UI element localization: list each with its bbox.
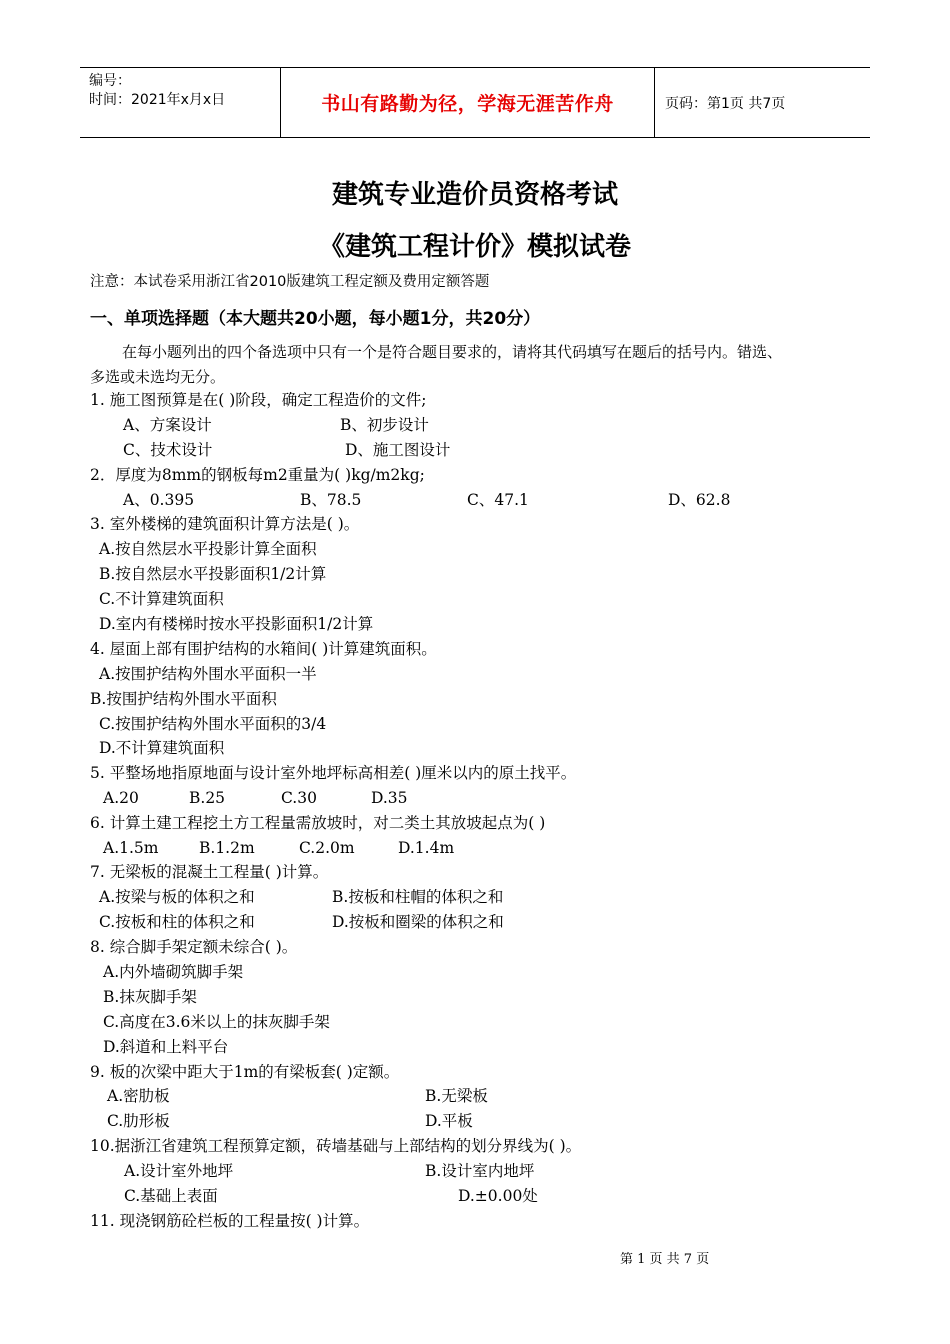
number-label: 编号： <box>89 73 131 89</box>
q2-option-d: D、62.8 <box>668 491 731 509</box>
question-9: 9. 板的次梁中距大于1m的有梁板套( )定额。 <box>90 1063 400 1081</box>
header-table <box>80 67 870 138</box>
question-8: 8. 综合脚手架定额未综合( )。 <box>90 938 298 956</box>
section-instructions <box>90 340 880 390</box>
q6-option-a: A.1.5m <box>103 839 159 857</box>
q10-option-d: D.±0.00处 <box>458 1187 538 1205</box>
q9-option-a: A.密肋板 <box>107 1087 170 1105</box>
q3-option-d: D.室内有楼梯时按水平投影面积1/2计算 <box>99 615 374 633</box>
q8-option-d: D.斜道和上料平台 <box>103 1038 229 1056</box>
question-4: 4. 屋面上部有围护结构的水箱间( )计算建筑面积。 <box>90 640 437 658</box>
q10-option-b: B.设计室内地坪 <box>425 1162 535 1180</box>
question-7: 7. 无梁板的混凝土工程量( )计算。 <box>90 863 329 881</box>
q1-option-b: B、初步设计 <box>340 416 429 434</box>
motto: 书山有路勤为径，学海无涯苦作舟 <box>321 93 614 115</box>
q3-option-a: A.按自然层水平投影计算全面积 <box>99 540 317 558</box>
q10-option-a: A.设计室外地坪 <box>124 1162 234 1180</box>
q1-option-d: D、施工图设计 <box>345 441 451 459</box>
exam-note: 注意：本试卷采用浙江省2010版建筑工程定额及费用定额答题 <box>90 274 490 290</box>
page-info: 页码：第1页 共7页 <box>665 95 786 112</box>
q5-option-c: C.30 <box>281 789 317 807</box>
q4-option-a: A.按围护结构外围水平面积一半 <box>99 665 317 683</box>
q6-option-c: C.2.0m <box>299 839 355 857</box>
q7-option-a: A.按梁与板的体积之和 <box>99 888 255 906</box>
q5-option-b: B.25 <box>189 789 226 807</box>
q9-option-d: D.平板 <box>425 1112 473 1130</box>
q9-option-b: B.无梁板 <box>425 1087 488 1105</box>
q2-option-a: A、0.395 <box>123 491 195 509</box>
q6-option-b: B.1.2m <box>199 839 255 857</box>
q8-option-b: B.抹灰脚手架 <box>103 988 197 1006</box>
time-label: 时间：2021年x月x日 <box>89 92 226 108</box>
instructions-line-1: 在每小题列出的四个备选项中只有一个是符合题目要求的，请将其代码填写在题后的括号内。错选、 <box>122 343 783 361</box>
question-10: 10.据浙江省建筑工程预算定额，砖墙基础与上部结构的划分界线为( )。 <box>90 1137 582 1155</box>
q4-option-d: D.不计算建筑面积 <box>99 739 225 757</box>
q8-option-a: A.内外墙砌筑脚手架 <box>103 963 244 981</box>
q9-option-c: C.肋形板 <box>107 1112 170 1130</box>
question-1: 1. 施工图预算是在( )阶段，确定工程造价的文件; <box>90 391 427 409</box>
q10-option-c: C.基础上表面 <box>124 1187 218 1205</box>
q7-option-d: D.按板和圈梁的体积之和 <box>332 913 504 931</box>
q2-option-b: B、78.5 <box>300 491 362 509</box>
q7-option-b: B.按板和柱帽的体积之和 <box>332 888 504 906</box>
header-page-cell <box>655 68 870 137</box>
q3-option-c: C.不计算建筑面积 <box>99 590 224 608</box>
section-title: 一、单项选择题（本大题共20小题，每小题1分，共20分） <box>90 309 541 329</box>
question-5: 5. 平整场地指原地面与设计室外地坪标高相差( )厘米以内的原土找平。 <box>90 764 577 782</box>
question-6: 6. 计算土建工程挖土方工程量需放坡时，对二类土其放坡起点为( ) <box>90 814 546 832</box>
q4-option-c: C.按围护结构外围水平面积的3/4 <box>99 715 327 733</box>
q8-option-c: C.高度在3.6米以上的抹灰脚手架 <box>103 1013 330 1031</box>
header-info-cell <box>80 68 281 137</box>
q5-option-a: A.20 <box>103 789 139 807</box>
q1-option-c: C、技术设计 <box>123 441 213 459</box>
instructions-line-2: 多选或未选均无分。 <box>90 368 226 386</box>
page-subtitle: 《建筑工程计价》模拟试卷 <box>318 232 631 262</box>
q1-option-a: A、方案设计 <box>123 416 212 434</box>
page-footer: 第 1 页 共 7 页 <box>620 1252 710 1267</box>
q2-option-c: C、47.1 <box>467 491 529 509</box>
question-11: 11. 现浇钢筋砼栏板的工程量按( )计算。 <box>90 1212 370 1230</box>
q7-option-c: C.按板和柱的体积之和 <box>99 913 255 931</box>
header-motto-cell <box>281 68 655 137</box>
q5-option-d: D.35 <box>371 789 408 807</box>
question-2: 2．厚度为8mm的钢板每m2重量为( )kg/m2kg; <box>90 466 425 484</box>
question-3: 3. 室外楼梯的建筑面积计算方法是( )。 <box>90 515 360 533</box>
page-title: 建筑专业造价员资格考试 <box>331 180 618 210</box>
q4-option-b: B.按围护结构外围水平面积 <box>90 690 277 708</box>
q3-option-b: B.按自然层水平投影面积1/2计算 <box>99 565 327 583</box>
q6-option-d: D.1.4m <box>398 839 455 857</box>
